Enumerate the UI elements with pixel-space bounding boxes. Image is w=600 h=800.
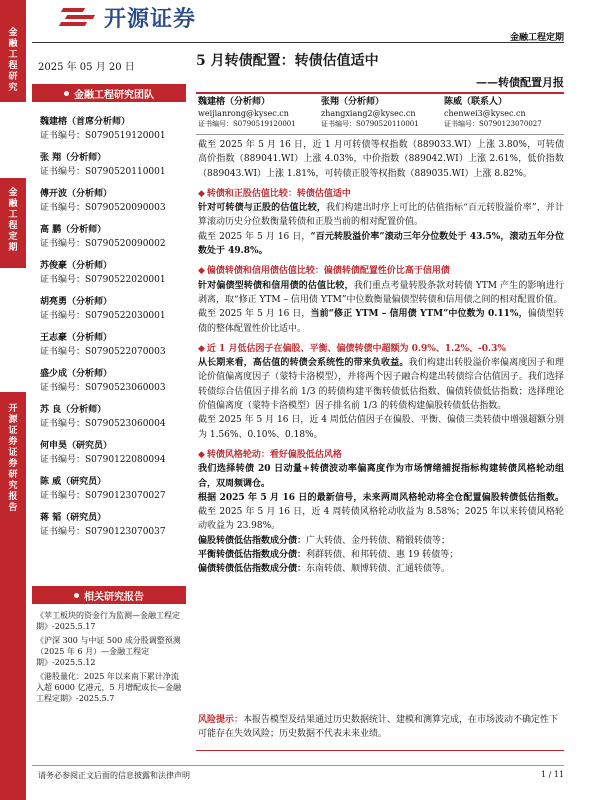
analyst-item: 苏俊豪（分析师） 证书编号：S0790522020001 [40,261,166,285]
author-list [198,96,564,129]
footer-disclaimer: 请务必参阅正文后面的信息披露和法律声明 [38,771,190,780]
analyst-item: 张 翔（分析师） 证书编号：S0790520110001 [40,153,166,177]
section-paragraph: 根据 2025 年 5 月 16 日的最新信号，未来两周风格轮动将全仓配置偏股转债低估指数。截至 2025 年 5 月 16 日，近 4 周转债风格轮动收益为 8.58%；2025 年以来转债风格轮动收益为 23.98%。 [198,492,564,532]
logo-mark-icon [58,6,98,30]
strip-label-middle: 金融工程定期 [8,188,18,253]
risk-divider [196,750,564,751]
author-email[interactable]: weijianrong@kysec.cn [198,109,289,118]
author-email[interactable]: zhangxiang2@kysec.cn [321,109,416,118]
report-title: 5 月转债配置：转债估值适中 [196,53,379,69]
author-email[interactable]: chenwei3@kysec.cn [444,109,526,118]
page-number: 1 / 11 [540,770,564,779]
team-header: 金融工程研究团队 [32,84,186,102]
section-paragraph: 针对偏债型转债和信用债的估值比较，我们重点考量转股条款对转债 YTM 产生的影响进行剥离，取“修正 YTM – 信用债 YTM”中位数衡量偏债型转债和信用债之间的相对配置价值。 [198,280,564,305]
risk-warning: 风险提示：本报告模型及结果通过历史数据统计、建模和测算完成，在市场波动不确定性下可能存在失效风险；历史数据不代表未来业绩。 [198,715,559,739]
author-item: 陈威（联系人） chenwei3@kysec.cn 证书编号：S0790123070027 [444,96,564,129]
bullet-icon [74,593,79,598]
strip-label-top: 金融工程研究 [8,28,18,93]
related-report-link[interactable]: 《港股量化：2025 年以来南下累计净流入超 6000 亿港元，5 月增配成长—金融工程定期》-2025.5.7 [36,672,182,703]
analyst-item: 陈 威（研究员） 证书编号：S0790123070027 [40,477,166,501]
left-strip [0,0,26,800]
section-paragraph: 从长期来看，高估值的转债会系统性的带来负收益。我们构建出转股溢价率偏离度因子和理论价值偏离度因子（蒙特卡洛模型），并将两个因子融合构建出转债综合估值因子。我们选择转债综合估值因子排名前 1/3 的转债构建平衡转债低估指数、偏债转债低估指数；选择理论价值偏离度（蒙特卡洛模型）因子排名前 1/3 的转债构建偏股转债低估指数。 [198,358,564,412]
title-divider [196,92,564,94]
section-paragraph: 截至 2025 年 5 月 16 日，近 4 周低估值因子在偏股、平衡、偏债三类转债中增强超额分别为 1.56%、0.10%、0.18%。 [198,415,564,440]
analyst-item: 盛少成（分析师） 证书编号：S0790523060003 [40,369,166,393]
section-heading: ◆ 近 1 月低估因子在偏股、平衡、偏债转债中超额为 0.9%、1.2%、-0.3% [198,342,564,356]
analyst-item: 傅开波（分析师） 证书编号：S0790520090003 [40,189,166,213]
risk-label: 风险提示： [198,715,244,725]
analyst-list [40,116,188,548]
section-heading: ◆ 转债风格轮动：看好偏股低估风格 [198,448,564,462]
strip-label-bottom: 开源证券 证券研究报告 [8,404,18,513]
header-divider [32,42,564,43]
summary-paragraph: 截至 2025 年 5 月 16 日，近 1 月可转债等权指数（889033.WI）上涨 3.80%，可转债高价指数（889041.WI）上涨 4.03%，中价指数（889042.WI）上涨 2.61%，低价指数（889043.WI）上涨 1.81%，可转债正股等权指数（889035.WI）上涨 8.82%。 [198,140,564,179]
analyst-item: 高 鹏（分析师） 证书编号：S0790520090002 [40,225,166,249]
index-constituents: 平衡转债低估指数成分债：利群转债、和邦转债、惠 19 转债等； [198,550,459,561]
index-constituents: 偏债转债低估指数成分债：东南转债、顺博转债、汇通转债等。 [198,564,451,575]
related-reports-list [36,610,186,707]
analyst-item: 苏 良（分析师） 证书编号：S0790523060004 [40,405,166,429]
section-heading: ◆ 转债和正股估值比较：转债估值适中 [198,187,564,201]
index-constituents: 偏股转债低估指数成分债：广大转债、金丹转债、精锻转债等； [198,535,451,546]
report-date: 2025 年 05 月 20 日 [38,62,135,73]
logo-text: 开源证券 [104,7,197,32]
footer-divider [32,765,564,766]
related-report-link[interactable]: 《苹工板块的资金行为监测—金融工程定期》-2025.5.17 [36,611,180,631]
section-paragraph: 截至 2025 年 5 月 16 日，当前“修正 YTM – 信用债 YTM”中位数为 0.11%，偏债型转债的整体配置性价比适中。 [198,309,564,334]
authors-divider [196,134,564,135]
section-paragraph: 针对可转债与正股的估值比较，我们构建出时序上可比的估值指标“百元转股溢价率”，并计算滚动历史分位数衡量转债和正股当前的相对配置价值。 [198,203,564,228]
analyst-item: 王志豪（分析师） 证书编号：S0790522070003 [40,333,166,357]
strip-divider [0,268,26,392]
company-logo [58,2,196,33]
related-reports-header: 相关研究报告 [32,586,186,604]
strip-divider [0,102,26,178]
analyst-item: 蒋 韬（研究员） 证书编号：S0790123070037 [40,513,166,537]
related-report-link[interactable]: 《沪深 300 与中证 500 成分股调整预测（2025 年 6 月）—金融工程定期》-2025.5.12 [36,636,181,667]
report-subtitle: ——转债配置月报 [476,76,564,89]
analyst-item: 魏建榕（首席分析师） 证书编号：S0790519120001 [40,117,166,141]
author-item: 张翔（分析师） zhangxiang2@kysec.cn 证书编号：S0790520110001 [321,96,441,129]
bullet-icon [64,91,69,96]
report-category: 金融工程定期 [509,33,564,43]
report-body [198,138,564,577]
analyst-item: 何申昊（研究员） 证书编号：S0790122080094 [40,441,166,465]
section-heading: ◆ 偏债转债和信用债估值比较：偏债转债配置性价比高于信用债 [198,264,564,278]
analyst-item: 胡亮勇（分析师） 证书编号：S0790522030001 [40,297,166,321]
section-paragraph: 我们选择转债 20 日动量+转债波动率偏离度作为市场情绪捕捉指标构建转债风格轮动组合，双周频调仓。 [198,464,564,489]
section-paragraph: 截至 2025 年 5 月 16 日，“百元转股溢价率”滚动三年分位数处于 43.5%，滚动五年分位数处于 49.8%。 [198,231,565,257]
author-item: 魏建榕（分析师） weijianrong@kysec.cn 证书编号：S0790519120001 [198,96,318,129]
